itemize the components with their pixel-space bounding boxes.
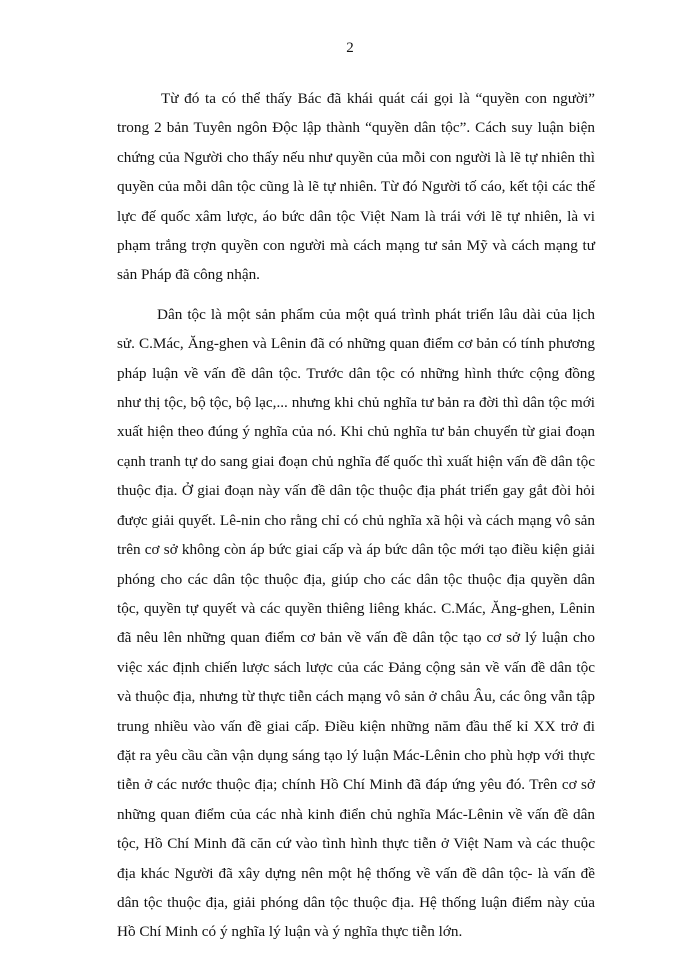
paragraph-rights: Từ đó ta có thể thấy Bác đã khái quát cái gọi là “quyền con người” trong 2 bản Tuyên ngôn Độc lập thành “quyền dân tộc”. Cách suy luận biện chứng của Người cho thấy nếu như quyền của mỗi con người là lẽ tự nhiên thì quyền của mỗi dân tộc cũng là lẽ tự nhiên. Từ đó Người tố cáo, kết tội các thế lực đế quốc xâm lược, áo bức dân tộc Việt Nam là trái với lẽ tự nhiên, là vi phạm trắng trợn quyền con người mà cách mạng tư sản Mỹ và cách mạng tư sản Pháp đã công nhận. — [117, 90, 595, 284]
body-text — [117, 84, 595, 947]
page-number: 2 — [346, 40, 354, 56]
paragraph-nation-theory: Dân tộc là một sản phẩm của một quá trình phát triển lâu dài của lịch sử. C.Mác, Ăng-ghen và Lênin đã có những quan điểm cơ bản có tính phương pháp luận về vấn đề dân tộc. Trước dân tộc có những hình thức cộng đồng như thị tộc, bộ tộc, bộ lạc,... nhưng khi chủ nghĩa tư bản ra đời thì dân tộc mới xuất hiện theo đúng ý nghĩa của nó. Khi chủ nghĩa tư bản chuyển từ giai đoạn cạnh tranh tự do sang giai đoạn chủ nghĩa đế quốc thì xuất hiện vấn đề dân tộc thuộc địa. Ở giai đoạn này vấn đề dân tộc thuộc địa phát triển gay gắt đòi hỏi được giải quyết. Lê-nin cho rằng chỉ có chủ nghĩa xã hội và cách mạng vô sản trên cơ sở không còn áp bức giai cấp và áp bức dân tộc mới tạo điều kiện giải phóng cho các dân tộc thuộc địa, giúp cho các dân tộc thuộc địa quyền dân tộc, quyền tự quyết và các quyền thiêng liêng khác. C.Mác, Ăng-ghen, Lênin đã nêu lên những quan điểm cơ bản về vấn đề dân tộc tạo cơ sở lý luận cho việc xác định chiến lược sách lược của các Đảng cộng sản về vấn đề dân tộc và thuộc địa, nhưng từ thực tiễn cách mạng vô sản ở châu Âu, các ông vẫn tập trung nhiều vào vấn đề giai cấp. Điều kiện những năm đầu thế kỉ XX trở đi đặt ra yêu cầu cần vận dụng sáng tạo lý luận Mác-Lênin cho phù hợp với thực tiễn ở các nước thuộc địa; chính Hồ Chí Minh đã đáp ứng yêu đó. Trên cơ sở những quan điểm của các nhà kinh điển chủ nghĩa Mác-Lênin về vấn đề dân tộc, Hồ Chí Minh đã căn cứ vào tình hình thực tiễn ở Việt Nam và các thuộc địa khác Người đã xây dựng nên một hệ thống về vấn đề dân tộc- là vấn đề dân tộc thuộc địa, giải phóng dân tộc thuộc địa. Hệ thống luận điểm này của Hồ Chí Minh có ý nghĩa lý luận và ý nghĩa thực tiễn lớn. — [117, 305, 595, 941]
